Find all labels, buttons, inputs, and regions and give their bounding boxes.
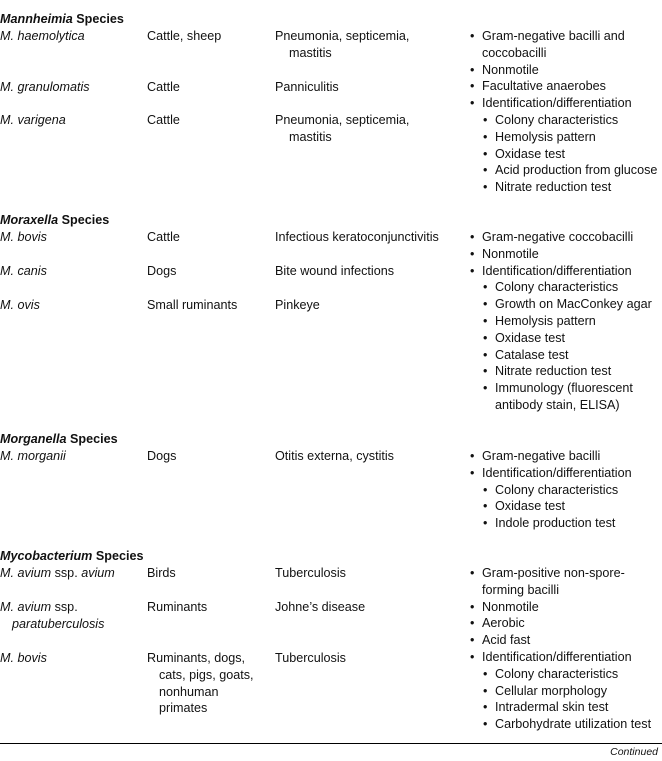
characteristic-text: Colony characteristics — [495, 482, 619, 497]
species-binomial: M. ovis — [0, 298, 40, 312]
section-heading — [0, 11, 124, 28]
characteristic-text: Nonmotile — [482, 246, 539, 261]
species-binomial: M. morganii — [0, 449, 66, 463]
characteristic-text: Gram-positive non-spore- — [482, 566, 625, 580]
characteristic-text: Oxidase test — [495, 499, 565, 514]
bullet-icon: • — [470, 62, 475, 77]
characteristic-text: Nonmotile — [482, 599, 539, 614]
characteristic-text: Nitrate reduction test — [495, 364, 612, 379]
species-binomial: M. canis — [0, 264, 47, 278]
bullet-icon: • — [470, 79, 475, 94]
characteristic-item — [470, 448, 601, 465]
bullet-icon: • — [470, 599, 475, 614]
characteristic-item — [483, 380, 633, 397]
characteristic-text: Oxidase test — [495, 330, 565, 345]
host-text: Dogs — [147, 449, 177, 463]
disease-text: Johne’s disease — [275, 600, 366, 614]
characteristic-text: Hemolysis pattern — [495, 129, 596, 144]
bullet-icon: • — [483, 381, 488, 396]
characteristic-text: Colony characteristics — [495, 280, 619, 295]
characteristic-item — [483, 279, 619, 296]
genus-name: Mycobacterium — [0, 549, 93, 563]
bullet-icon: • — [483, 683, 488, 698]
species-label: Species — [92, 549, 144, 563]
characteristic-item — [483, 129, 596, 146]
bullet-icon: • — [470, 230, 475, 244]
host-text: Ruminants — [147, 600, 208, 614]
characteristic-text: Facultative anaerobes — [482, 79, 606, 94]
characteristic-item — [483, 666, 619, 683]
bullet-icon: • — [483, 700, 488, 715]
characteristic-item — [470, 263, 632, 280]
host-text: nonhuman — [159, 684, 219, 699]
host-text: cats, pigs, goats, — [159, 667, 254, 682]
characteristic-text: Identification/differentiation — [482, 96, 632, 111]
species-name — [0, 650, 47, 667]
characteristic-item — [483, 347, 569, 364]
bullet-icon: • — [470, 263, 475, 278]
species-name — [0, 263, 47, 280]
characteristic-item — [470, 465, 632, 482]
characteristic-item-continued — [495, 397, 620, 414]
disease-text: Pneumonia, septicemia, — [275, 113, 410, 127]
bullet-icon: • — [483, 499, 488, 514]
characteristic-text: Catalase test — [495, 347, 569, 362]
genus-name: Moraxella — [0, 213, 59, 227]
genus-name: Mannheimia — [0, 12, 73, 26]
continued-label: Continued — [610, 746, 658, 758]
host-text: Dogs — [147, 264, 177, 278]
host-text: Cattle — [147, 113, 180, 127]
characteristic-item — [470, 229, 634, 246]
bullet-icon: • — [483, 516, 488, 531]
bullet-icon: • — [483, 314, 488, 328]
table-bottom-rule — [0, 743, 662, 744]
section-heading — [0, 212, 109, 229]
bullet-icon: • — [470, 96, 475, 111]
characteristic-item — [483, 716, 652, 733]
bullet-icon: • — [470, 449, 475, 463]
disease-text: Pinkeye — [275, 298, 320, 312]
characteristic-item — [470, 95, 632, 112]
bullet-icon: • — [470, 616, 475, 631]
disease-text: mastitis — [289, 45, 332, 60]
characteristic-text: Nonmotile — [482, 62, 539, 77]
characteristic-item — [483, 330, 565, 347]
host-text: Cattle — [147, 230, 180, 244]
disease-text: Bite wound infections — [275, 264, 395, 278]
characteristic-text: Colony characteristics — [495, 113, 619, 127]
characteristic-text: Identification/differentiation — [482, 650, 632, 664]
disease-text: mastitis — [289, 129, 332, 144]
species-binomial: M. granulomatis — [0, 80, 90, 94]
characteristic-text: Nitrate reduction test — [495, 180, 612, 195]
characteristic-text: Gram-negative coccobacilli — [482, 230, 634, 244]
species-binomial: M. bovis — [0, 651, 47, 665]
characteristic-item — [483, 683, 607, 700]
characteristic-text: Carbohydrate utilization test — [495, 717, 652, 732]
characteristic-item — [470, 565, 625, 582]
characteristic-item — [483, 363, 612, 380]
characteristic-text: coccobacilli — [482, 45, 547, 60]
characteristic-item — [483, 112, 619, 129]
bullet-icon: • — [483, 129, 488, 144]
disease-text: Infectious keratoconjunctivitis — [275, 230, 439, 244]
host-text: Cattle — [147, 80, 180, 94]
species-binomial: M. varigena — [0, 113, 66, 127]
bullet-icon: • — [483, 280, 488, 295]
characteristic-item — [483, 515, 616, 532]
species-name-continued: paratuberculosis — [12, 616, 105, 631]
disease-text: Panniculitis — [275, 80, 339, 94]
species-binomial: M. avium — [0, 600, 52, 614]
species-name — [0, 28, 85, 45]
species-name — [0, 599, 78, 616]
bullet-icon: • — [483, 330, 488, 345]
bullet-icon: • — [470, 650, 475, 664]
species-binomial: M. haemolytica — [0, 29, 85, 43]
species-name — [0, 79, 90, 96]
host-text: Birds — [147, 566, 176, 580]
disease-text: Otitis externa, cystitis — [275, 449, 394, 463]
characteristic-text: Immunology (fluorescent — [495, 381, 633, 396]
characteristic-item-continued — [482, 582, 559, 599]
species-subspecies: ssp. avium — [51, 566, 115, 580]
characteristic-item — [483, 296, 652, 313]
characteristic-item — [470, 632, 531, 649]
characteristic-item — [483, 313, 596, 330]
bullet-icon: • — [483, 666, 488, 681]
host-text: Ruminants, dogs, — [147, 651, 246, 665]
characteristic-text: Colony characteristics — [495, 666, 619, 681]
characteristic-text: forming bacilli — [482, 582, 559, 597]
species-name — [0, 448, 66, 465]
bullet-icon: • — [483, 717, 488, 732]
characteristic-text: Indole production test — [495, 516, 616, 531]
host-text: Small ruminants — [147, 298, 238, 312]
bullet-icon: • — [483, 113, 488, 127]
characteristic-item — [483, 482, 619, 499]
characteristic-text: Gram-negative bacilli — [482, 449, 601, 463]
characteristic-text: Oxidase test — [495, 146, 565, 161]
bullet-icon: • — [470, 246, 475, 261]
bullet-icon: • — [483, 146, 488, 161]
characteristic-text: Acid fast — [482, 633, 531, 648]
species-name — [0, 112, 66, 129]
bullet-icon: • — [483, 180, 488, 195]
characteristic-item — [470, 599, 539, 616]
species-label: Species — [58, 213, 110, 227]
bullet-icon: • — [470, 566, 475, 580]
characteristic-item — [483, 146, 565, 163]
bullet-icon: • — [483, 364, 488, 379]
characteristic-item — [483, 699, 609, 716]
section-heading — [0, 431, 118, 448]
species-name — [0, 229, 47, 246]
characteristic-text: Acid production from glucose — [495, 163, 658, 178]
characteristic-text: Growth on MacConkey agar — [495, 297, 652, 312]
characteristic-text: Gram-negative bacilli and — [482, 29, 625, 43]
bullet-icon: • — [470, 465, 475, 480]
disease-text: Tuberculosis — [275, 651, 346, 665]
species-name — [0, 297, 40, 314]
bullet-icon: • — [483, 347, 488, 362]
species-binomial: M. bovis — [0, 230, 47, 244]
host-text: Cattle, sheep — [147, 29, 222, 43]
bullet-icon: • — [470, 633, 475, 648]
characteristic-item — [483, 179, 612, 196]
characteristic-text: Cellular morphology — [495, 683, 607, 698]
characteristic-item — [483, 162, 658, 179]
characteristic-item — [483, 498, 565, 515]
species-label: Species — [66, 432, 118, 446]
disease-text: Pneumonia, septicemia, — [275, 29, 410, 43]
species-binomial: M. avium — [0, 566, 52, 580]
characteristic-text: Identification/differentiation — [482, 263, 632, 278]
characteristic-item — [470, 78, 606, 95]
bullet-icon: • — [483, 297, 488, 312]
species-subspecies: ssp. — [51, 600, 78, 614]
characteristic-text: Hemolysis pattern — [495, 314, 596, 328]
disease-text: Tuberculosis — [275, 566, 346, 580]
characteristic-text: Identification/differentiation — [482, 465, 632, 480]
characteristic-text: antibody stain, ELISA) — [495, 398, 620, 412]
section-heading — [0, 548, 144, 565]
characteristic-item-continued — [482, 45, 546, 62]
characteristic-text: Intradermal skin test — [495, 700, 609, 715]
species-label: Species — [72, 12, 124, 26]
bullet-icon: • — [470, 29, 475, 43]
characteristic-item — [470, 615, 525, 632]
bullet-icon: • — [483, 163, 488, 178]
species-name — [0, 565, 115, 582]
host-text: primates — [159, 701, 208, 716]
characteristic-text: Aerobic — [482, 616, 525, 631]
characteristic-item — [470, 246, 539, 263]
genus-name: Morganella — [0, 432, 67, 446]
characteristic-item — [470, 62, 539, 79]
characteristic-item — [470, 649, 632, 666]
characteristic-item — [470, 28, 625, 45]
bullet-icon: • — [483, 482, 488, 497]
